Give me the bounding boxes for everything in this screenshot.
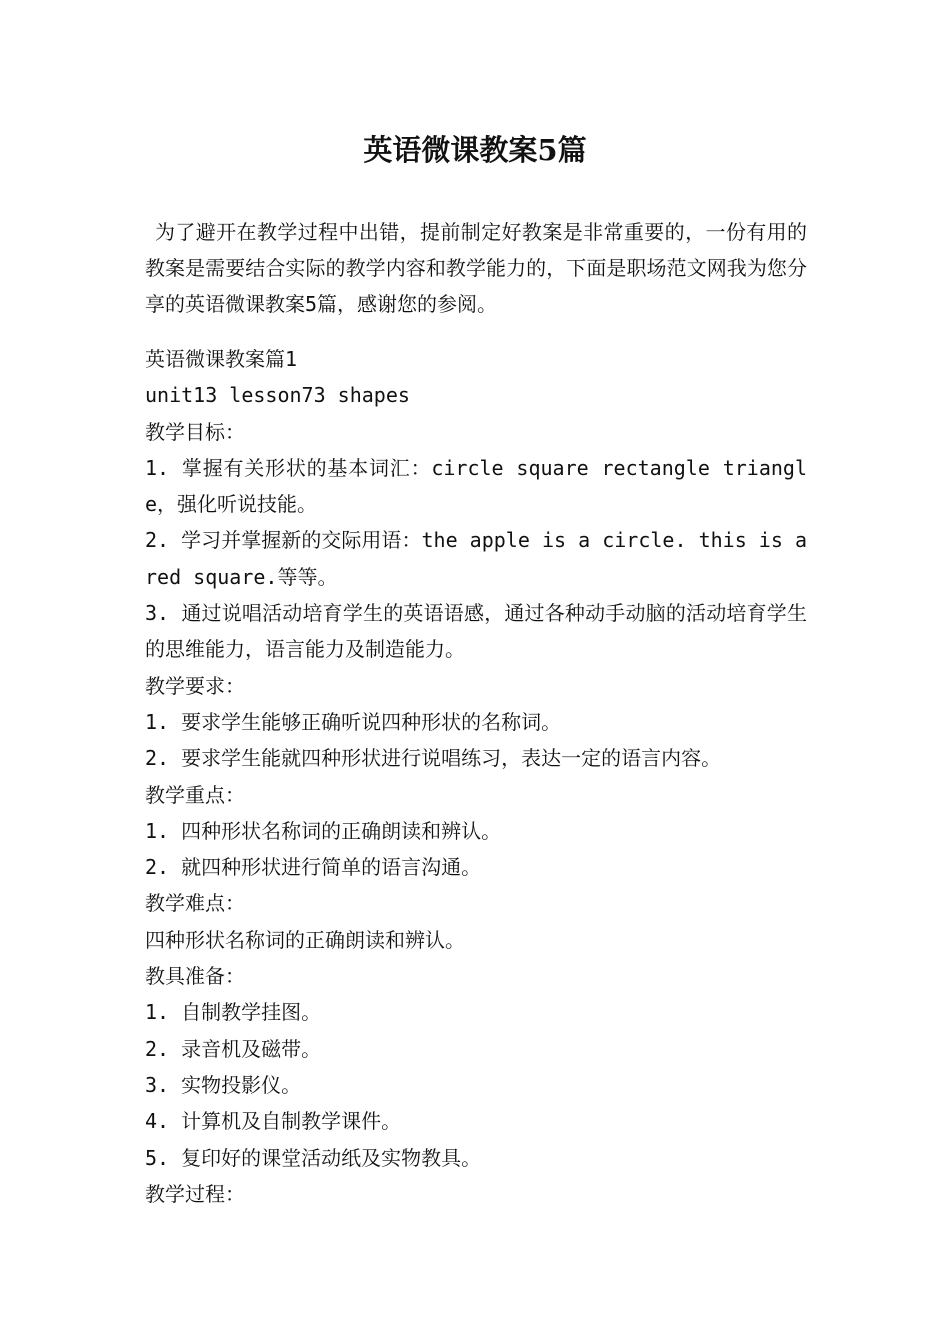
goals-heading: 教学目标： [145,419,245,444]
material-item: 5. 复印好的课堂活动纸及实物教具。 [145,1145,482,1170]
requirements-heading: 教学要求： [145,673,245,698]
key-points-heading: 教学重点： [145,782,245,807]
requirement-item: 1. 要求学生能够正确听说四种形状的名称词。 [145,709,562,734]
difficulties-heading: 教学难点： [145,891,245,916]
material-item: 3. 实物投影仪。 [145,1072,302,1097]
goal-item: 2. 学习并掌握新的交际用语：the apple is a circle. this is a red square.等等。 [145,528,807,589]
materials-heading: 教具准备： [145,964,245,989]
document-title: 英语微课教案5篇 [363,133,587,167]
document-body [145,341,807,1212]
requirement-item: 2. 要求学生能就四种形状进行说唱练习，表达一定的语言内容。 [145,746,722,771]
section-heading: 英语微课教案篇1 [145,347,298,371]
difficulty-text: 四种形状名称词的正确朗读和辨认。 [145,927,465,952]
key-point-item: 1. 四种形状名称词的正确朗读和辨认。 [145,818,502,843]
material-item: 1. 自制教学挂图。 [145,1000,322,1025]
unit-line: unit13 lesson73 shapes [145,383,410,408]
goal-item: 3. 通过说唱活动培育学生的英语语感，通过各种动手动脑的活动培育学生的思维能力，语言能力及制造能力。 [145,601,807,662]
material-item: 4. 计算机及自制教学课件。 [145,1109,402,1134]
intro-paragraph: 为了避开在教学过程中出错，提前制定好教案是非常重要的，一份有用的教案是需要结合实际的教学内容和教学能力的，下面是职场范文网我为您分享的英语微课教案5篇，感谢您的参阅。 [145,220,807,316]
key-point-item: 2. 就四种形状进行简单的语言沟通。 [145,855,482,880]
material-item: 2. 录音机及磁带。 [145,1036,322,1061]
process-heading: 教学过程： [145,1181,245,1206]
goal-item: 1. 掌握有关形状的基本词汇：circle square rectangle triangle，强化听说技能。 [145,455,807,517]
